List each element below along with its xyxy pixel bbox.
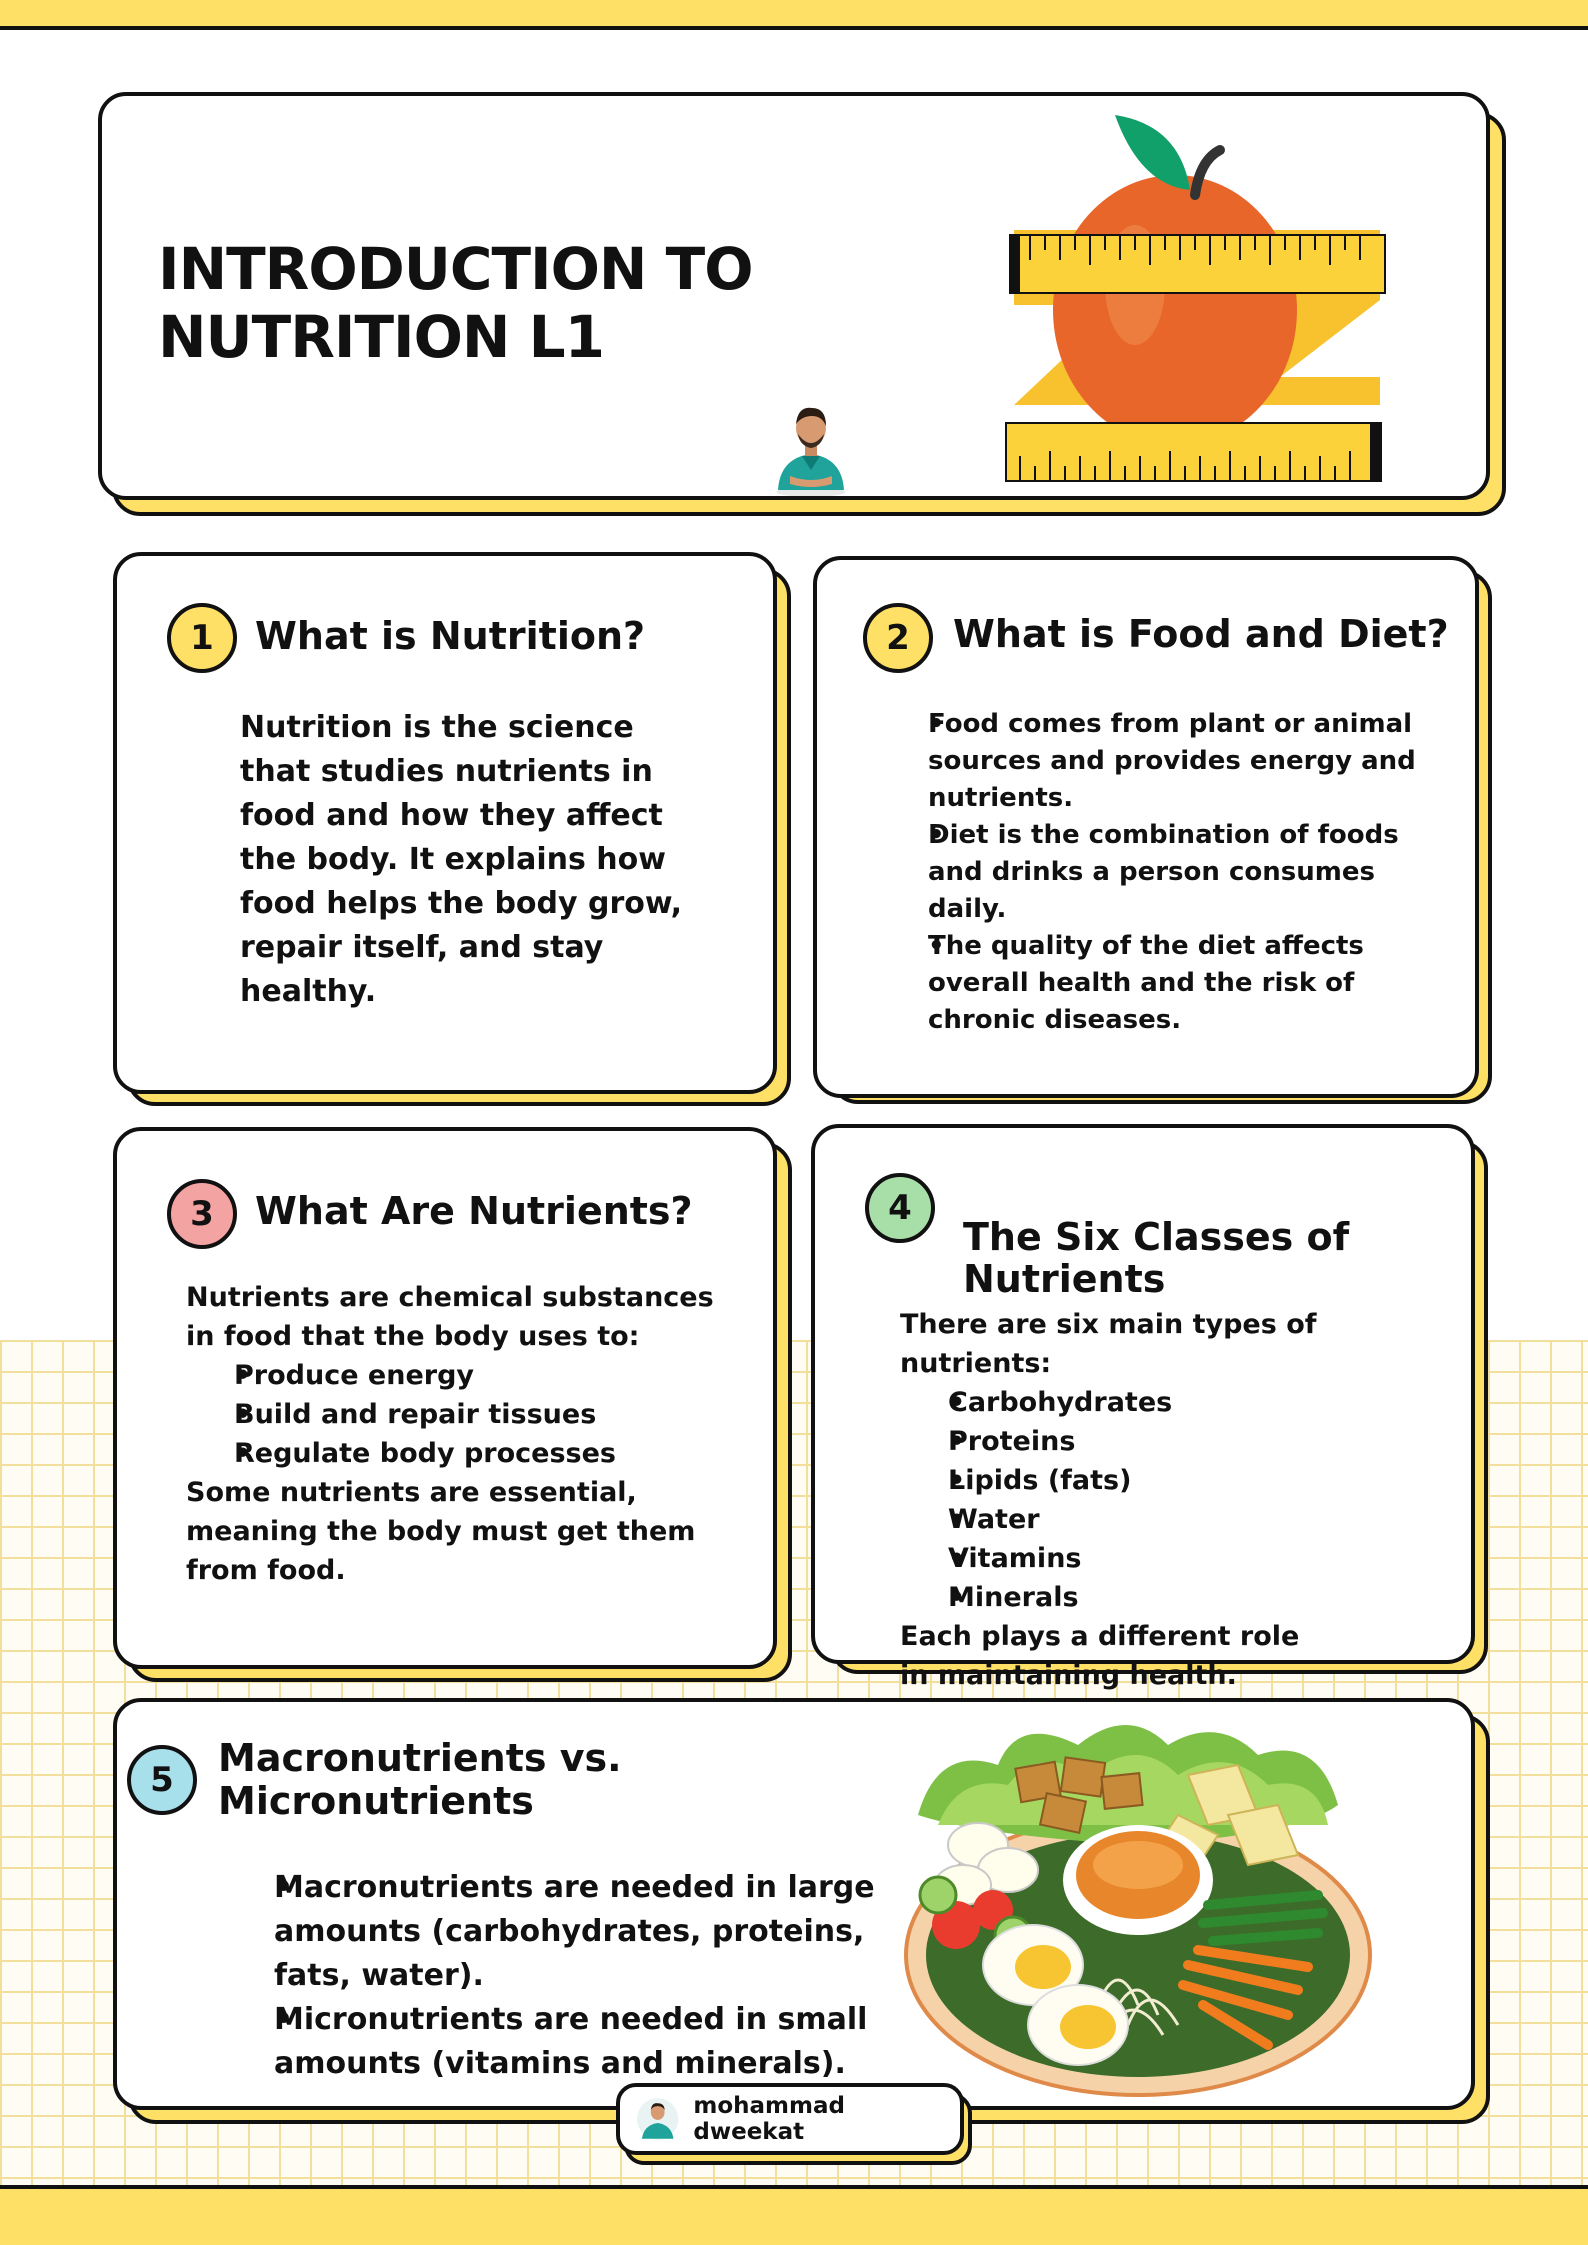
list-item: • Vitamins [900, 1539, 1460, 1578]
section-bullets-5 [240, 1866, 890, 2086]
salad-plate-icon [898, 1705, 1378, 2100]
section-heading-1: What is Nutrition? [255, 614, 646, 658]
section-number-5: 5 [127, 1745, 197, 1815]
list-item: • Regulate body processes [186, 1434, 726, 1473]
list-item: • Food comes from plant or animal sources and provides energy and nutrients. [900, 706, 1460, 817]
section-outro-4: Each plays a different role in maintaining health. [900, 1621, 1300, 1691]
section-intro-4: There are six main types of nutrients: [900, 1309, 1317, 1379]
list-item: • Water [900, 1500, 1460, 1539]
section-heading-4: The Six Classes of Nutrients [963, 1215, 1350, 1301]
section-intro-3: Nutrients are chemical substances in food that the body uses to: [186, 1282, 714, 1352]
top-border-bar [0, 0, 1588, 30]
list-item: • Lipids (fats) [900, 1461, 1460, 1500]
section-heading-3: What Are Nutrients? [255, 1189, 693, 1233]
presenter-icon [772, 400, 850, 496]
apple-measuring-tape-icon [1000, 105, 1400, 490]
section-bullets-4 [900, 1383, 1460, 1617]
section-heading-2: What is Food and Diet? [953, 612, 1449, 656]
author-avatar-icon [636, 2097, 679, 2141]
list-item: • Carbohydrates [900, 1383, 1460, 1422]
bottom-border-bar [0, 2185, 1588, 2245]
section-number-1: 1 [167, 603, 237, 673]
section-outro-3: Some nutrients are essential, meaning the body must get them from food. [186, 1477, 696, 1586]
section-bullets-2 [900, 706, 1460, 1039]
list-item: • The quality of the diet affects overall health and the risk of chronic diseases. [900, 928, 1460, 1039]
list-item: • Micronutrients are needed in small amounts (vitamins and minerals). [240, 1998, 890, 2086]
author-badge [616, 2083, 964, 2155]
section-body-4 [900, 1305, 1460, 1695]
page-title: INTRODUCTION TO NUTRITION L1 [158, 235, 753, 371]
section-number-2: 2 [863, 603, 933, 673]
list-item: • Produce energy [186, 1356, 726, 1395]
list-item: • Proteins [900, 1422, 1460, 1461]
section-paragraph-1: Nutrition is the science that studies nutrients in food and how they affect the body. It explains how food helps the body grow, repair itself, and stay healthy. [240, 710, 683, 1009]
section-body-3 [186, 1278, 726, 1590]
list-item: • Build and repair tissues [186, 1395, 726, 1434]
section-heading-5: Macronutrients vs. Micronutrients [218, 1736, 622, 1823]
author-name: mohammad dweekat [693, 2093, 845, 2145]
list-item: • Minerals [900, 1578, 1460, 1617]
section-number-3: 3 [167, 1179, 237, 1249]
list-item: • Macronutrients are needed in large amounts (carbohydrates, proteins, fats, water). [240, 1866, 890, 1998]
list-item: • Diet is the combination of foods and drinks a person consumes daily. [900, 817, 1460, 928]
section-number-4: 4 [865, 1173, 935, 1243]
section-bullets-3 [186, 1356, 726, 1473]
